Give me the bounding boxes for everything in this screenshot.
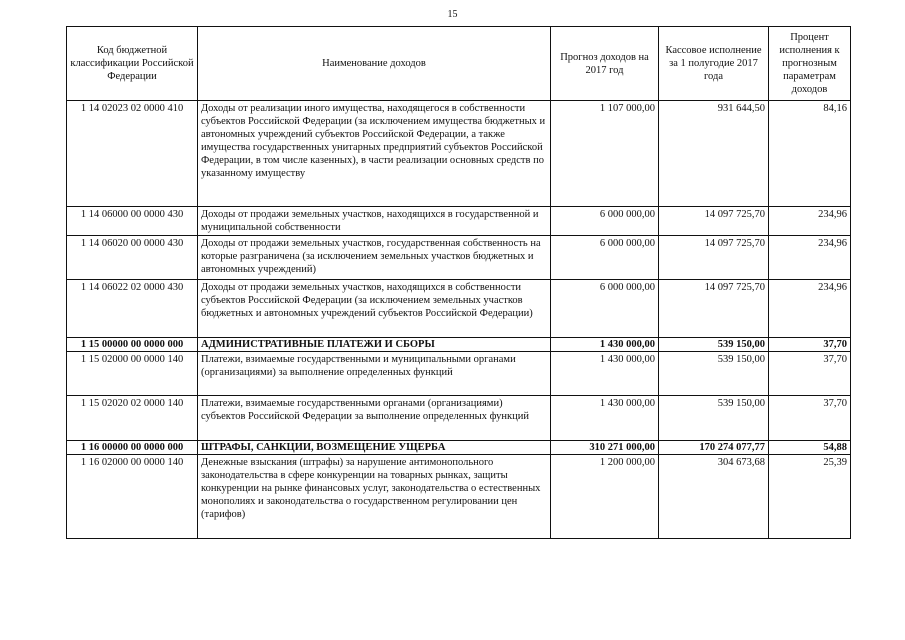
row-cash: 539 150,00: [659, 352, 769, 396]
row-code: 1 14 06000 00 0000 430: [67, 207, 198, 236]
row-code: 1 14 02023 02 0000 410: [67, 101, 198, 207]
row-name: Доходы от продажи земельных участков, государственная собственность на которые разграничена (за исключением земельных участков бюджетных и автономных учреждений): [198, 236, 551, 280]
row-forecast: 1 200 000,00: [551, 455, 659, 539]
row-forecast: 1 430 000,00: [551, 338, 659, 352]
row-code: 1 14 06020 00 0000 430: [67, 236, 198, 280]
row-forecast: 1 107 000,00: [551, 101, 659, 207]
row-name: Платежи, взимаемые государственными органами (организациями) субъектов Российской Федерации за выполнение определенных функций: [198, 396, 551, 441]
row-forecast: 1 430 000,00: [551, 352, 659, 396]
row-name: Доходы от продажи земельных участков, находящихся в государственной и муниципальной собственности: [198, 207, 551, 236]
table-row: [67, 207, 851, 236]
row-forecast: 6 000 000,00: [551, 236, 659, 280]
row-cash: 14 097 725,70: [659, 280, 769, 338]
row-percent: 37,70: [769, 352, 851, 396]
header-code: Код бюджетной классификации Российской Федерации: [67, 27, 198, 101]
header-name: Наименование доходов: [198, 27, 551, 101]
row-code: 1 16 00000 00 0000 000: [67, 441, 198, 455]
row-name: Доходы от продажи земельных участков, находящихся в собственности субъектов Российской Федерации (за исключением земельных участков бюджетных и автономных учреждений субъектов Российской Федерации): [198, 280, 551, 338]
table-row: [67, 352, 851, 396]
table-row-section: [67, 441, 851, 455]
table-row: [67, 455, 851, 539]
table-row: [67, 236, 851, 280]
row-code: 1 15 00000 00 0000 000: [67, 338, 198, 352]
row-forecast: 310 271 000,00: [551, 441, 659, 455]
row-percent: 234,96: [769, 280, 851, 338]
row-percent: 234,96: [769, 207, 851, 236]
row-forecast: 1 430 000,00: [551, 396, 659, 441]
row-cash: 931 644,50: [659, 101, 769, 207]
row-code: 1 14 06022 02 0000 430: [67, 280, 198, 338]
row-percent: 54,88: [769, 441, 851, 455]
table-row-section: [67, 338, 851, 352]
table-row: [67, 396, 851, 441]
row-cash: 14 097 725,70: [659, 207, 769, 236]
row-name: Платежи, взимаемые государственными и муниципальными органами (организациями) за выполнение определенных функций: [198, 352, 551, 396]
row-cash: 539 150,00: [659, 338, 769, 352]
row-name: АДМИНИСТРАТИВНЫЕ ПЛАТЕЖИ И СБОРЫ: [198, 338, 551, 352]
row-name: Доходы от реализации иного имущества, находящегося в собственности субъектов Российской Федерации (за исключением имущества бюджетных и автономных учреждений субъектов Российской Федерации, а также имущества государственных унитарных предприятий субъектов Российской Федерации, в том числе казенных), в части реализации основных средств по указанному имуществу: [198, 101, 551, 207]
row-code: 1 15 02020 02 0000 140: [67, 396, 198, 441]
row-percent: 234,96: [769, 236, 851, 280]
row-cash: 14 097 725,70: [659, 236, 769, 280]
header-forecast: Прогноз доходов на 2017 год: [551, 27, 659, 101]
row-percent: 37,70: [769, 396, 851, 441]
row-cash: 304 673,68: [659, 455, 769, 539]
row-cash: 170 274 077,77: [659, 441, 769, 455]
row-cash: 539 150,00: [659, 396, 769, 441]
row-name: ШТРАФЫ, САНКЦИИ, ВОЗМЕЩЕНИЕ УЩЕРБА: [198, 441, 551, 455]
row-code: 1 15 02000 00 0000 140: [67, 352, 198, 396]
row-percent: 25,39: [769, 455, 851, 539]
row-code: 1 16 02000 00 0000 140: [67, 455, 198, 539]
revenue-table: [66, 26, 851, 539]
row-percent: 84,16: [769, 101, 851, 207]
table-header-row: [67, 27, 851, 101]
table-row: [67, 101, 851, 207]
page-number: 15: [447, 9, 458, 20]
row-forecast: 6 000 000,00: [551, 207, 659, 236]
row-name: Денежные взыскания (штрафы) за нарушение антимонопольного законодательства в сфере конкуренции на товарных рынках, защиты конкуренции на рынке финансовых услуг, законодательства о естественных монополиях и законодательства о государственном регулировании цен (тарифов): [198, 455, 551, 539]
row-percent: 37,70: [769, 338, 851, 352]
table-row: [67, 280, 851, 338]
header-cash: Кассовое исполнение за 1 полугодие 2017 года: [659, 27, 769, 101]
row-forecast: 6 000 000,00: [551, 280, 659, 338]
header-percent: Процент исполнения к прогнозным параметрам доходов: [769, 27, 851, 101]
